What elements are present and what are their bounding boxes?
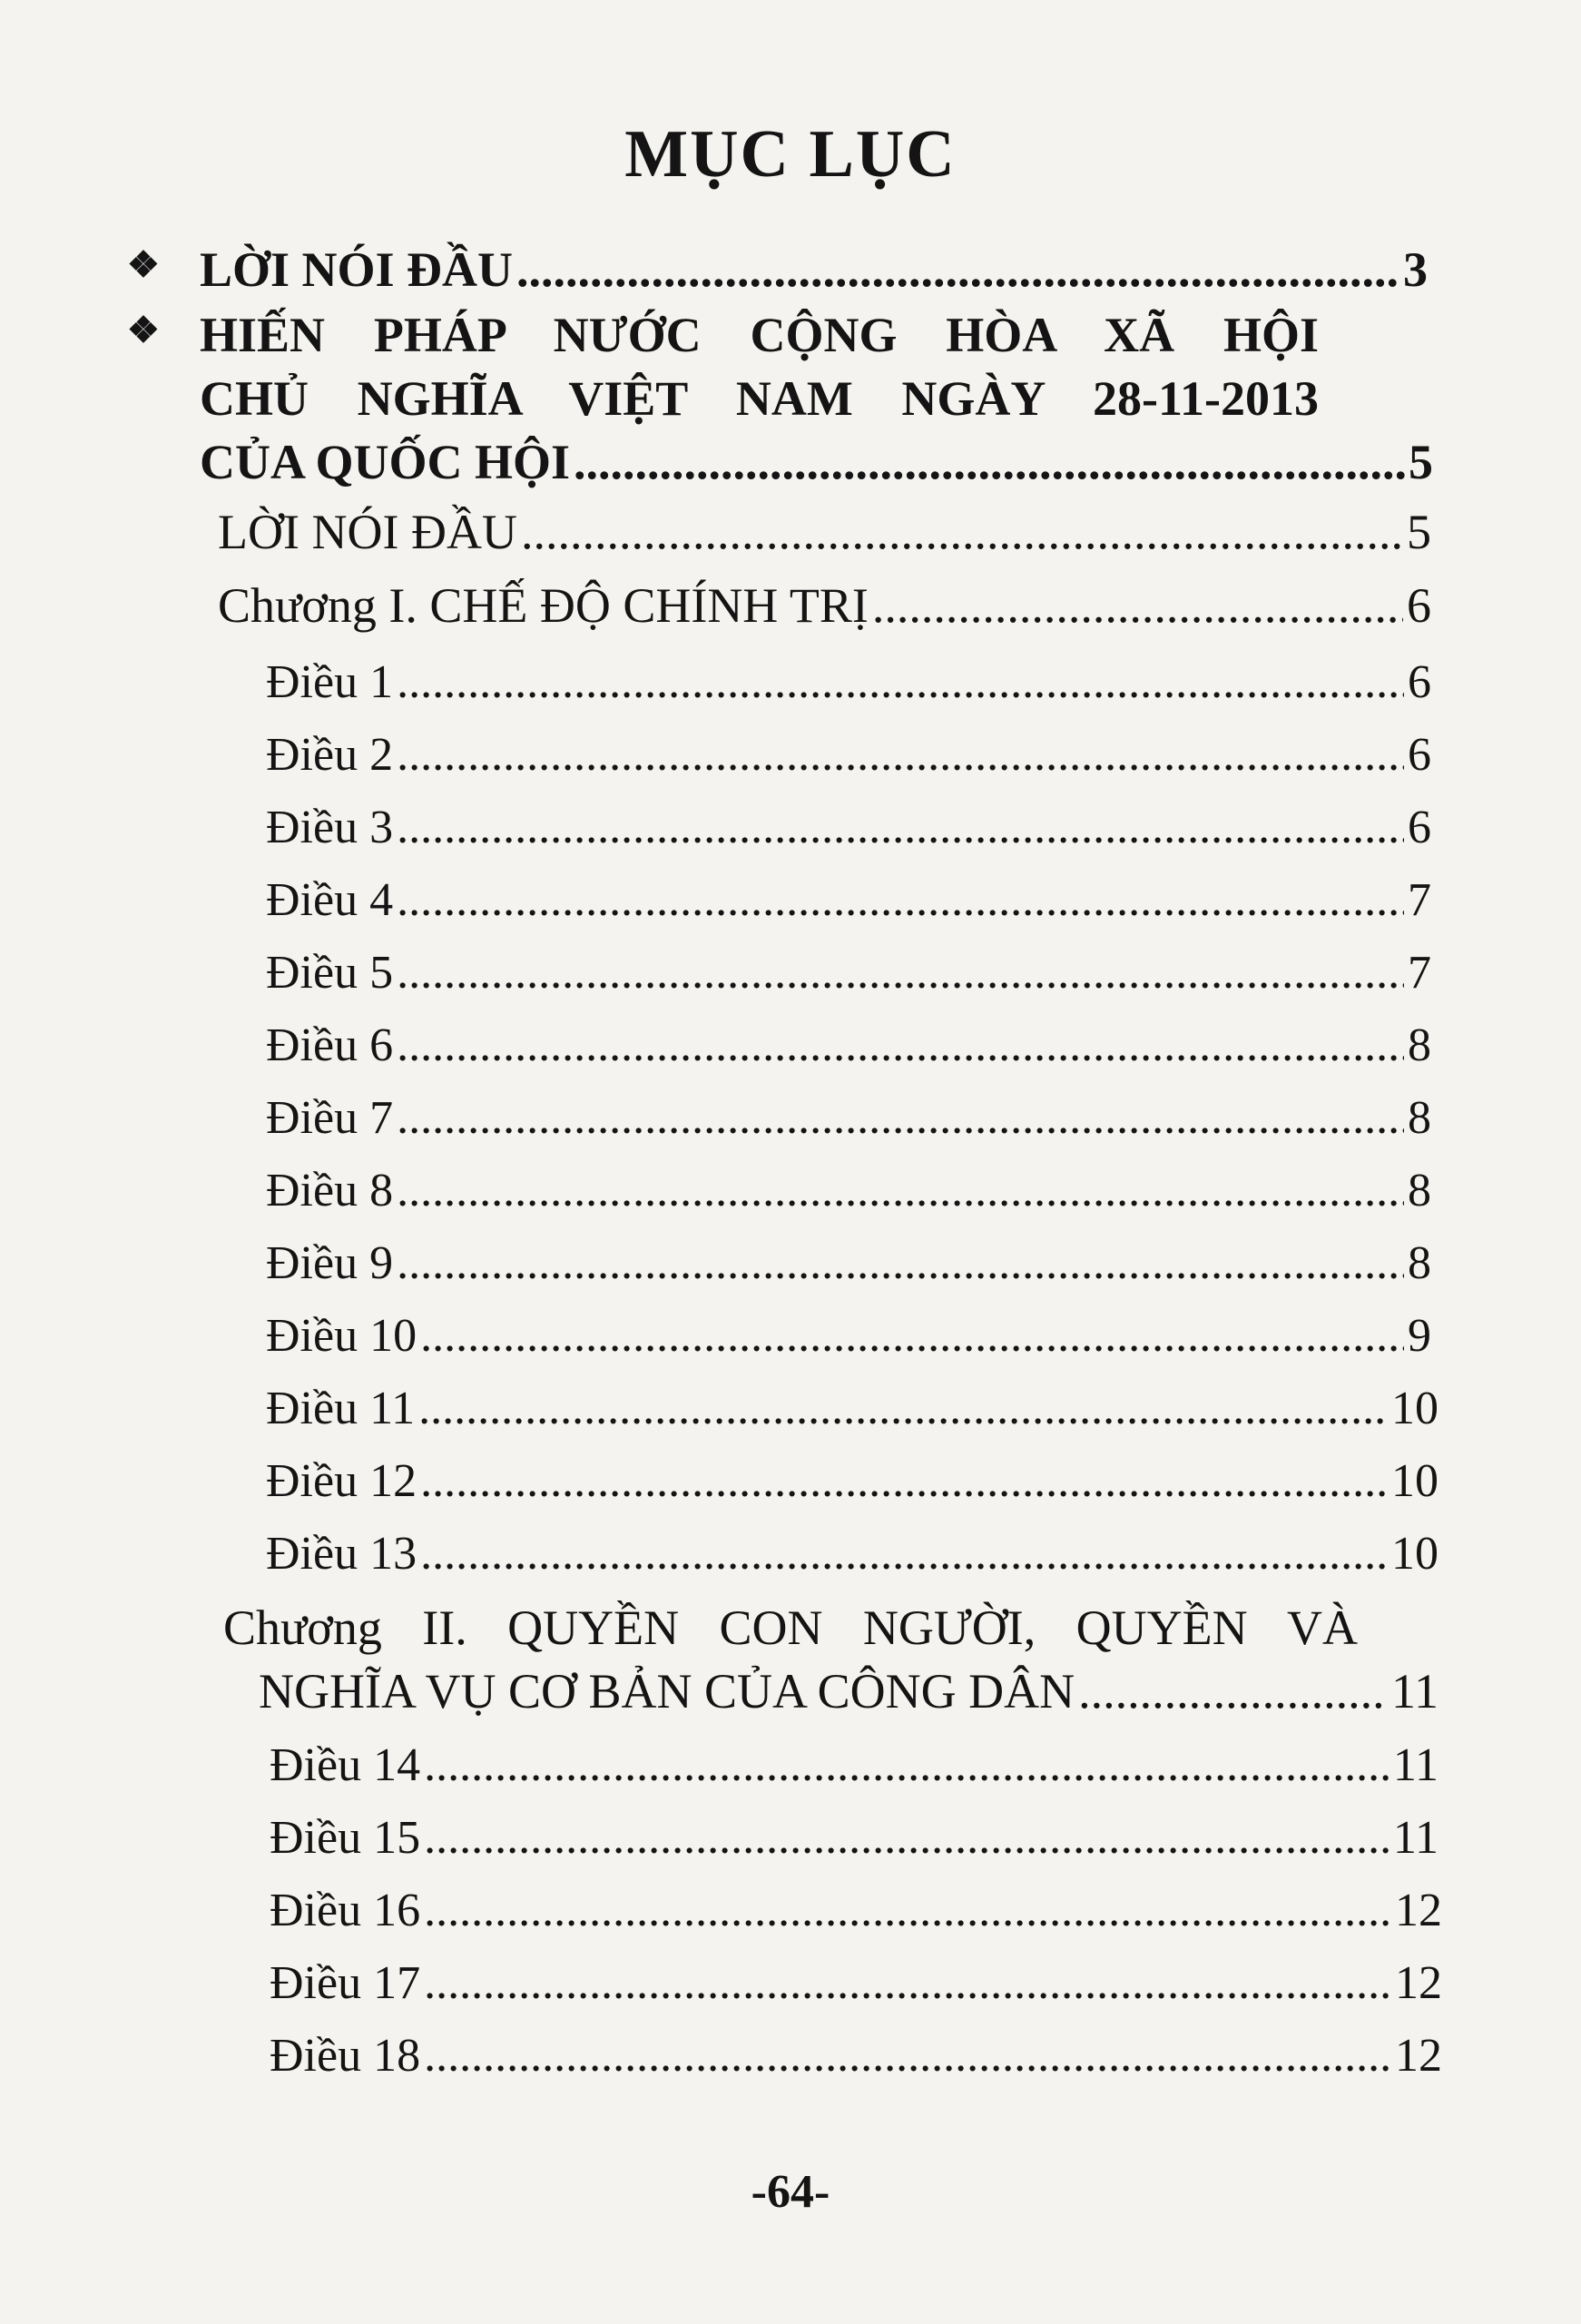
toc-entry-page: 9 xyxy=(1408,1310,1431,1362)
toc-entry-label: CỦA QUỐC HỘI xyxy=(200,435,571,489)
toc-entry-label: Điều 13 xyxy=(266,1528,417,1580)
diamond-bullet-icon: ❖ xyxy=(127,244,160,285)
toc-entry-label: Điều 18 xyxy=(270,2030,421,2082)
toc-entry-article[interactable] xyxy=(266,873,1431,927)
toc-entry-label: LỜI NÓI ĐẦU xyxy=(218,505,517,559)
toc-entry-label: Điều 5 xyxy=(266,947,394,999)
toc-entry-constitution[interactable] xyxy=(200,434,1433,490)
dot-leader xyxy=(424,2029,1391,2083)
toc-entry-label: Điều 4 xyxy=(266,874,394,926)
toc-entry-label: Điều 3 xyxy=(266,802,394,853)
toc-entry-page: 6 xyxy=(1408,729,1431,781)
dot-leader xyxy=(397,655,1404,709)
dot-leader xyxy=(574,434,1405,490)
toc-entry-article[interactable] xyxy=(266,1236,1431,1290)
dot-leader xyxy=(1078,1663,1388,1719)
diamond-bullet-icon: ❖ xyxy=(127,310,160,350)
toc-entry-label: Điều 7 xyxy=(266,1092,394,1144)
dot-leader xyxy=(521,504,1403,560)
dot-leader xyxy=(516,241,1399,298)
dot-leader xyxy=(424,1811,1390,1865)
dot-leader xyxy=(420,1309,1404,1363)
toc-entry-chapter-2[interactable] xyxy=(259,1663,1439,1719)
toc-entry-article[interactable] xyxy=(266,1164,1431,1217)
toc-entry-article[interactable] xyxy=(270,1811,1439,1865)
toc-entry-page: 11 xyxy=(1392,1812,1439,1864)
dot-leader xyxy=(397,801,1404,854)
toc-entry-label: Điều 10 xyxy=(266,1310,417,1362)
toc-entry-label: Điều 12 xyxy=(266,1455,417,1507)
toc-entry-article[interactable] xyxy=(270,1738,1439,1792)
toc-entry-article[interactable] xyxy=(266,655,1431,709)
toc-entry-label: NGHĨA VỤ CƠ BẢN CỦA CÔNG DÂN xyxy=(259,1664,1075,1718)
dot-leader xyxy=(424,1738,1390,1792)
dot-leader xyxy=(397,946,1404,1000)
toc-entry-page: 5 xyxy=(1409,435,1433,489)
toc-entry-page: 6 xyxy=(1408,802,1431,853)
toc-entry-page: 11 xyxy=(1391,1664,1439,1718)
toc-entry-article[interactable] xyxy=(266,1019,1431,1072)
toc-entry-page: 8 xyxy=(1408,1237,1431,1289)
toc-entry-page: 7 xyxy=(1408,874,1431,926)
toc-entry-article[interactable] xyxy=(266,1527,1439,1581)
toc-entry-constitution-line2[interactable]: CHỦ NGHĨA VIỆT NAM NGÀY 28-11-2013 xyxy=(200,371,1319,426)
toc-entry-page: 6 xyxy=(1407,578,1431,633)
toc-entry-label: Điều 17 xyxy=(270,1957,421,2009)
toc-entry-page: 7 xyxy=(1408,947,1431,999)
toc-entry-page: 12 xyxy=(1395,1885,1442,1936)
toc-entry-page: 11 xyxy=(1392,1739,1439,1791)
toc-entry-article[interactable] xyxy=(266,1382,1439,1435)
toc-entry-page: 8 xyxy=(1408,1019,1431,1071)
toc-entry-page: 8 xyxy=(1408,1165,1431,1216)
dot-leader xyxy=(418,1382,1388,1435)
toc-entry-article[interactable] xyxy=(270,2029,1442,2083)
toc-entry-page: 5 xyxy=(1407,505,1431,559)
dot-leader xyxy=(397,728,1404,782)
page-title: MỤC LỤC xyxy=(624,117,957,192)
toc-entry-preamble[interactable] xyxy=(218,504,1431,560)
toc-entry-label: Điều 11 xyxy=(266,1383,416,1434)
toc-entry-page: 3 xyxy=(1403,242,1428,297)
dot-leader xyxy=(397,1019,1404,1072)
toc-entry-page: 10 xyxy=(1391,1383,1439,1434)
toc-entry-page: 10 xyxy=(1391,1528,1439,1580)
toc-entry-article[interactable] xyxy=(266,1454,1439,1508)
toc-entry-page: 8 xyxy=(1408,1092,1431,1144)
toc-entry-label: Điều 14 xyxy=(270,1739,421,1791)
toc-entry-label: Điều 16 xyxy=(270,1885,421,1936)
dot-leader xyxy=(872,577,1403,634)
toc-entry-chapter-1[interactable] xyxy=(218,577,1431,634)
dot-leader xyxy=(397,1091,1404,1145)
toc-entry-label: Điều 2 xyxy=(266,729,394,781)
dot-leader xyxy=(397,873,1404,927)
toc-entry-label: Điều 9 xyxy=(266,1237,394,1289)
toc-entry-article[interactable] xyxy=(266,801,1431,854)
toc-entry-page: 12 xyxy=(1395,2030,1442,2082)
toc-entry-chapter-2-line1[interactable]: Chương II. QUYỀN CON NGƯỜI, QUYỀN VÀ xyxy=(223,1600,1358,1655)
toc-entry-label: Điều 8 xyxy=(266,1165,394,1216)
dot-leader xyxy=(397,1236,1404,1290)
toc-entry-article[interactable] xyxy=(266,1091,1431,1145)
dot-leader xyxy=(420,1454,1388,1508)
page-number: -64- xyxy=(751,2166,830,2218)
toc-entry-constitution-line1[interactable]: HIẾN PHÁP NƯỚC CỘNG HÒA XÃ HỘI xyxy=(200,308,1319,362)
toc-entry-label: LỜI NÓI ĐẦU xyxy=(200,242,514,297)
toc-entry-label: Điều 15 xyxy=(270,1812,421,1864)
toc-entry-article[interactable] xyxy=(266,946,1431,1000)
dot-leader xyxy=(424,1884,1391,1937)
dot-leader xyxy=(397,1164,1404,1217)
toc-entry-article[interactable] xyxy=(270,1956,1442,2010)
toc-entry-article[interactable] xyxy=(270,1884,1442,1937)
toc-entry-article[interactable] xyxy=(266,1309,1431,1363)
toc-entry-label: Điều 1 xyxy=(266,656,394,708)
dot-leader xyxy=(420,1527,1388,1581)
dot-leader xyxy=(424,1956,1391,2010)
toc-entry-article[interactable] xyxy=(266,728,1431,782)
toc-entry-label: Điều 6 xyxy=(266,1019,394,1071)
toc-entry-page: 6 xyxy=(1408,656,1431,708)
toc-entry-intro[interactable] xyxy=(200,241,1428,298)
toc-entry-page: 10 xyxy=(1391,1455,1439,1507)
toc-entry-label: Chương I. CHẾ ĐỘ CHÍNH TRỊ xyxy=(218,578,869,633)
toc-entry-page: 12 xyxy=(1395,1957,1442,2009)
